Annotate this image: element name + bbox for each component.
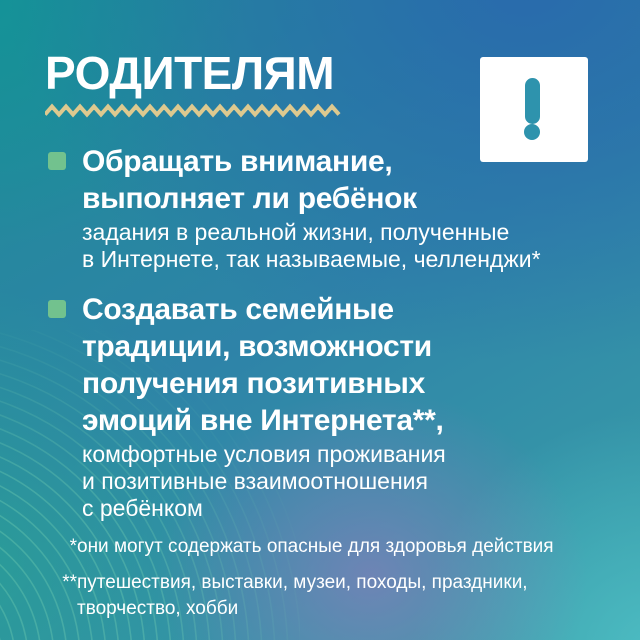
bullet-bold-text: Обращать внимание, выполняет ли ребёнок [82, 145, 417, 215]
footnote-marker: ** [62, 572, 77, 593]
footnote-text: путешествия, выставки, музеи, походы, праздники, творчество, хобби [77, 572, 528, 619]
footnote-text: они могут содержать опасные для здоровья действия [77, 536, 554, 557]
footnote [51, 570, 630, 622]
bullet-square-icon [48, 152, 66, 170]
bullet-regular-text: комфортные условия проживания и позитивные взаимоотношения с ребёнком [82, 441, 446, 521]
page-title: РОДИТЕЛЯМ [45, 47, 335, 99]
exclamation-dot [524, 124, 540, 140]
zigzag-underline [45, 103, 341, 119]
exclamation-bar [525, 78, 540, 124]
bullet-bold-text: Создавать семейные традиции, возможности получения позитивных эмоций вне Интернета**, [82, 293, 444, 437]
list-item [48, 143, 630, 273]
bullet-square-icon [48, 300, 66, 318]
bullet-text-block [82, 291, 446, 522]
footnote-marker: * [69, 536, 77, 557]
bullet-regular-text: задания в реальной жизни, полученные в Интернете, так называемые, челленджи* [82, 219, 541, 272]
list-item [48, 291, 630, 522]
bullet-text-block [82, 143, 541, 273]
footnote [51, 534, 630, 560]
